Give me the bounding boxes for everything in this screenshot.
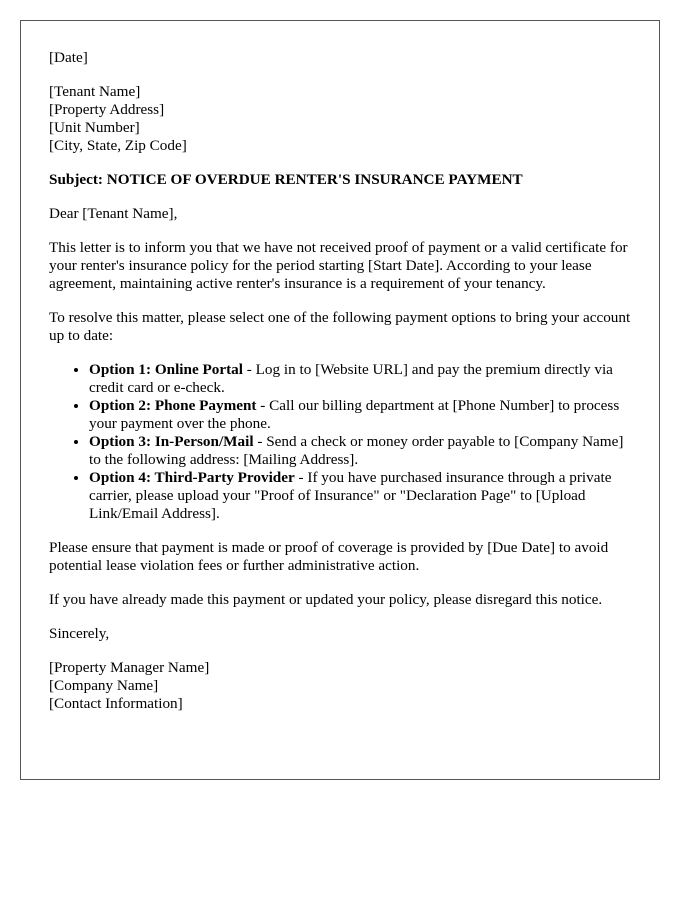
recipient-block bbox=[49, 83, 631, 155]
signature-contact: [Contact Information] bbox=[49, 695, 183, 712]
closing: Sincerely, bbox=[49, 625, 110, 642]
list-item bbox=[89, 397, 631, 433]
option-text: - Log in to [Website URL] and pay the premium directly via credit card or e-check. bbox=[89, 361, 613, 396]
letter-page bbox=[20, 20, 660, 780]
recipient-city-state-zip: [City, State, Zip Code] bbox=[49, 137, 187, 154]
list-item bbox=[89, 469, 631, 523]
recipient-name: [Tenant Name] bbox=[49, 83, 141, 100]
letter-date: [Date] bbox=[49, 49, 88, 66]
option-text: - Send a check or money order payable to [Company Name] to the following address: [Mailing Address]. bbox=[89, 433, 624, 468]
paragraph-options-intro: To resolve this matter, please select one of the following payment options to bring your account up to date: bbox=[49, 309, 631, 344]
recipient-address: [Property Address] bbox=[49, 101, 165, 118]
signature-manager: [Property Manager Name] bbox=[49, 659, 210, 676]
subject-line bbox=[49, 171, 631, 189]
paragraph-deadline: Please ensure that payment is made or proof of coverage is provided by [Due Date] to avoid potential lease violation fees or further administrative action. bbox=[49, 539, 609, 574]
salutation: Dear [Tenant Name], bbox=[49, 205, 178, 222]
option-title: Option 4: Third-Party Provider bbox=[89, 469, 295, 486]
list-item bbox=[89, 433, 631, 469]
recipient-unit: [Unit Number] bbox=[49, 119, 140, 136]
payment-options-list bbox=[49, 361, 631, 523]
signature-company: [Company Name] bbox=[49, 677, 159, 694]
subject-text: NOTICE OF OVERDUE RENTER'S INSURANCE PAYMENT bbox=[106, 171, 523, 188]
option-text: - If you have purchased insurance through a private carrier, please upload your "Proof of Insurance" or "Declaration Page" to [Upload Link/Email Address]. bbox=[89, 469, 612, 522]
list-item bbox=[89, 361, 631, 397]
option-title: Option 2: Phone Payment bbox=[89, 397, 257, 414]
paragraph-intro: This letter is to inform you that we have not received proof of payment or a valid certificate for your renter's insurance policy for the period starting [Start Date]. According to your lease agreement, maintaining active renter's insurance is a requirement of your tenancy. bbox=[49, 239, 628, 292]
option-title: Option 3: In-Person/Mail bbox=[89, 433, 254, 450]
subject-label: Subject: bbox=[49, 171, 103, 188]
option-text: - Call our billing department at [Phone Number] to process your payment over the phone. bbox=[89, 397, 620, 432]
paragraph-disregard: If you have already made this payment or updated your policy, please disregard this notice. bbox=[49, 591, 603, 608]
option-title: Option 1: Online Portal bbox=[89, 361, 243, 378]
signature-block bbox=[49, 659, 631, 713]
